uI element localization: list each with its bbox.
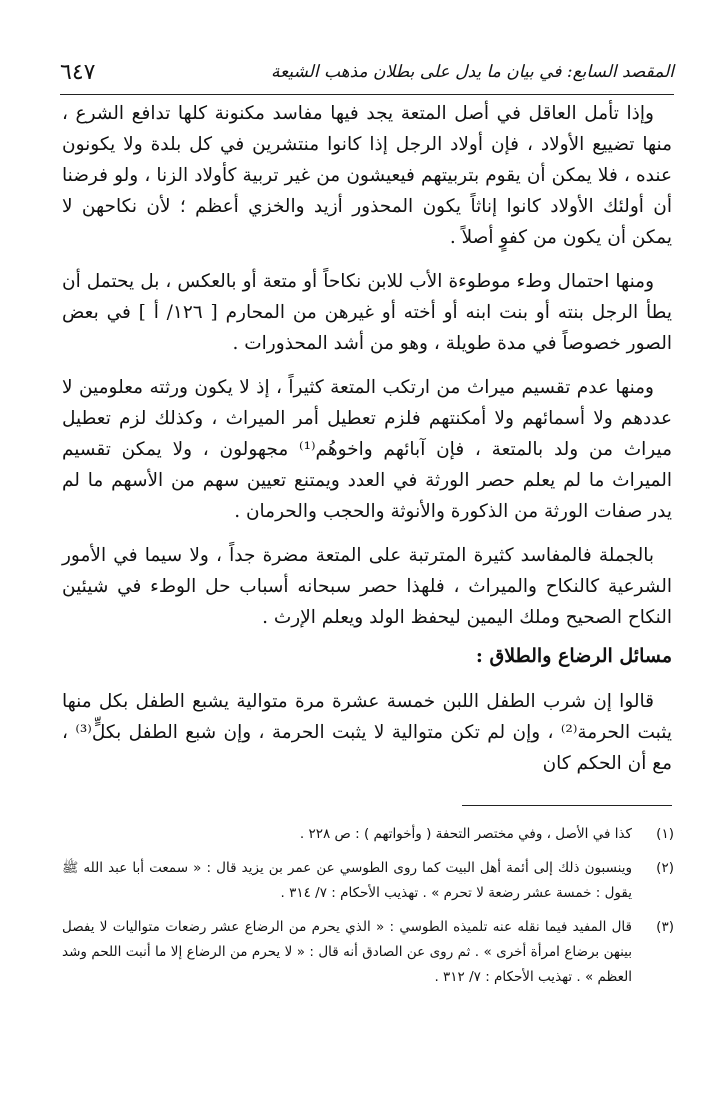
footnote-item <box>62 915 674 990</box>
footnote-text: كذا في الأصل ، وفي مختصر التحفة ( وأخواتهم ) : ص ٢٢٨ . <box>299 826 632 842</box>
footnote-text: وينسبون ذلك إلى أئمة أهل البيت كما روى الطوسي عن عمر بن يزيد قال : « سمعت أبا عبد الله ﷺ يقول : خمسة عشر رضعة لا تحرم » . تهذيب الأحكام : ٧/ ٣١٤ . <box>62 860 632 901</box>
footnote-number: (٢) <box>656 860 674 876</box>
paragraph-mahram-risk: ومنها احتمال وطء موطوءة الأب للابن نكاحاً أو متعة أو بالعكس ، بل يحتمل أن يطأ الرجل بنته أو بنت ابنه أو أخته أو غيرهن من المحارم [ ١٢٦/ أ ] في بعض الصور خصوصاً في مدة طويلة ، وهو من أشد المحذورات . <box>62 271 672 354</box>
running-header <box>60 60 674 90</box>
footnote-number: (٣) <box>656 919 674 935</box>
section-heading: مسائل الرضاع والطلاق : <box>475 645 672 667</box>
paragraph-summary: بالجملة فالمفاسد كثيرة المترتبة على المتعة مضرة جداً ، ولا سيما في الأمور الشرعية كالنكاح والميراث ، فلهذا حصر سبحانه أسباب حل الوطء في شيئين النكاح الصحيح وملك اليمين ليحفظ الولد ويعلم الإرث . <box>62 545 672 628</box>
footnote-item <box>62 856 674 906</box>
paragraph-inheritance: ومنها عدم تقسيم ميراث من ارتكب المتعة كثيراً ، إذ لا يكون ورثته معلومين لا عددهم ولا أسمائهم ولا أمكنتهم فلزم تعطيل أمر الميراث ، وكذلك لزم تعطيل ميراث من ولد بالمتعة ، فإن آبائهم واخوهُم⁽¹⁾ مجهولون ، ولا يمكن تقسيم الميراث ما لم يعلم حصر الورثة في العدد ويمتنع تعيين سهم من الأسهم ما لم يدر صفات الورثة من الذكورة والأنوثة والحجب والحرمان . <box>62 377 672 522</box>
header-title: المقصد السابع: في بيان ما يدل على بطلان مذهب الشيعة <box>271 62 674 82</box>
header-divider <box>60 94 674 95</box>
paragraph-breastfeeding: قالوا إن شرب الطفل اللبن خمسة عشرة مرة متوالية يشبع الطفل بكل منها يثبت الحرمة⁽²⁾ ، وإن لم تكن متوالية لا يثبت الحرمة ، وإن شبع الطفل بكلٍّ⁽³⁾ ، مع أن الحكم كان <box>62 691 672 774</box>
footnote-text: قال المفيد فيما نقله عنه تلميذه الطوسي : « الذي يحرم من الرضاع عشر رضعات متواليات لا يفصل بينهن برضاع امرأة أخرى » . ثم روى عن الصادق أنه قال : « لا يحرم من الرضاع إلا ما أنبت اللحم وشد العظم » . تهذيب الأحكام : ٧/ ٣١٢ . <box>62 919 632 985</box>
footnote-divider <box>462 805 672 806</box>
footnote-item <box>62 822 674 847</box>
page-number: ٦٤٧ <box>60 60 96 85</box>
footnote-number: (١) <box>656 826 674 842</box>
footnotes <box>62 822 674 999</box>
main-text <box>62 98 672 792</box>
paragraph-children-neglect: وإذا تأمل العاقل في أصل المتعة يجد فيها مفاسد مكنونة كلها تدافع الشرع ، منها تضييع الأولاد ، فإن أولاد الرجل إذا كانوا منتشرين في كل بلدة ولا يكونون عنده ، فلا يمكن أن يقوم بتربيتهم فيعيشون من غير تربية كأولاد الزنا ، ولو فرضنا أن أولئك الأولاد كانوا إناثاً يكون المحذور أزيد والخزي أعظم ؛ لأن نكاحهن لا يمكن أن يكون من كفوٍ أصلاً . <box>62 103 672 248</box>
